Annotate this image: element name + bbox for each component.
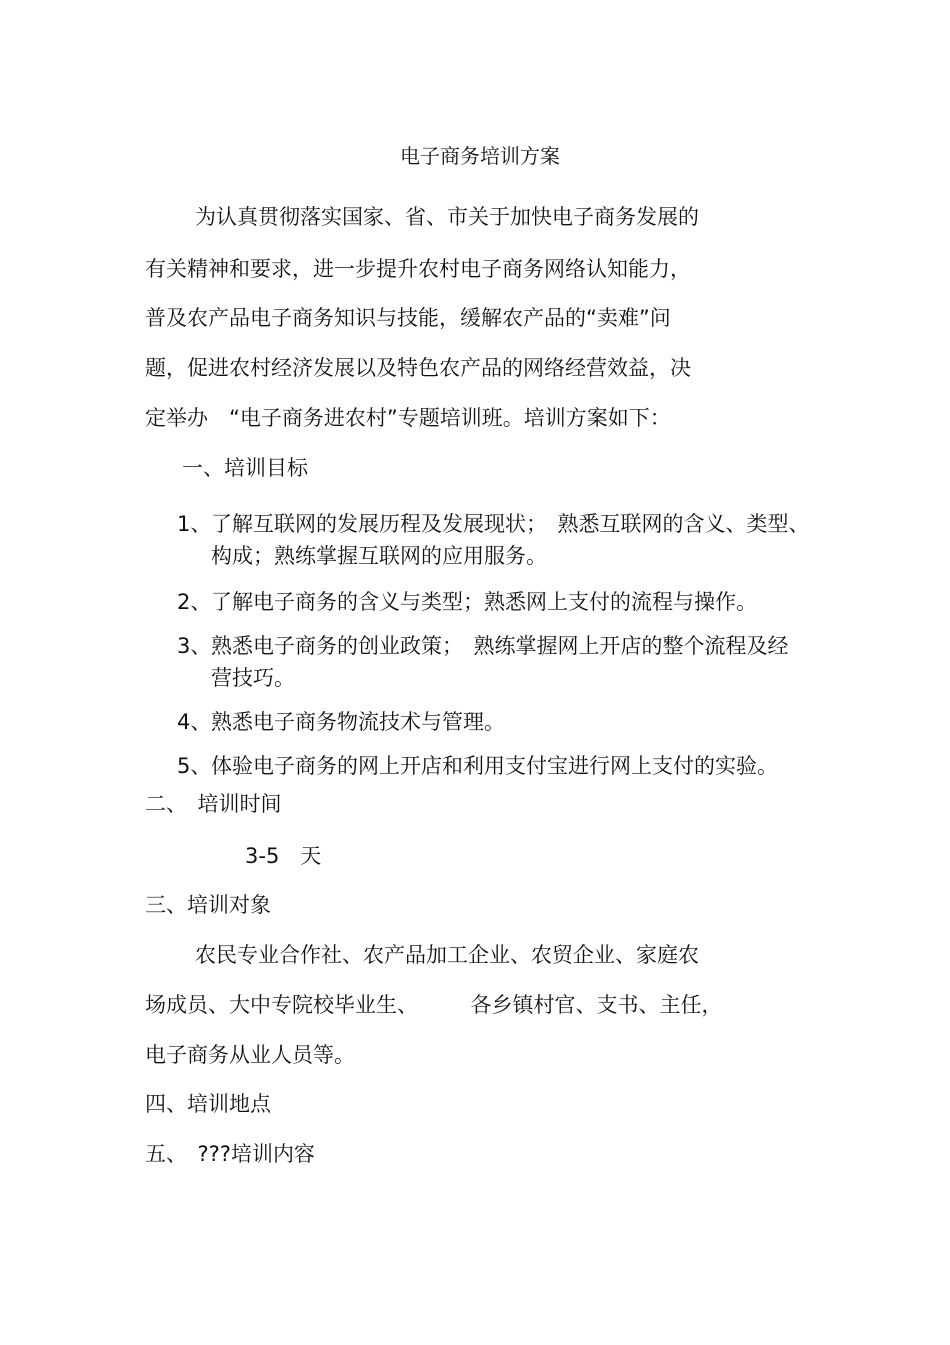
audience-line-1: 农民专业合作社、农产品加工企业、农贸企业、家庭农 [195, 943, 699, 967]
section-heading-audience: 三、培训对象 [145, 893, 271, 917]
list-item-text: 熟悉电子商务的创业政策； 熟练掌握网上开店的整个流程及经 [211, 634, 789, 658]
audience-line-2: 场成员、大中专院校毕业生、 各乡镇村官、支书、主任， [145, 993, 723, 1017]
list-number: 2、 [177, 590, 212, 614]
intro-line-1: 为认真贯彻落实国家、省、市关于加快电子商务发展的 [195, 205, 699, 229]
intro-line-4: 题，促进农村经济发展以及特色农产品的网络经营效益，决 [145, 356, 691, 380]
list-number: 4、 [177, 710, 212, 734]
section-heading-objectives: 一、培训目标 [182, 456, 308, 480]
objective-item-1 [177, 510, 810, 538]
objective-item-3 [177, 632, 789, 660]
objective-item-1-cont: 构成；熟练掌握互联网的应用服务。 [211, 544, 547, 568]
intro-line-5: 定举办 “电子商务进农村”专题培训班。培训方案如下： [145, 406, 671, 430]
section-heading-time: 二、 培训时间 [145, 792, 282, 816]
intro-line-3: 普及农产品电子商务知识与技能，缓解农产品的“卖难”问 [145, 306, 671, 330]
list-number: 1、 [177, 512, 212, 536]
objective-item-2 [177, 588, 757, 616]
objective-item-4 [177, 708, 505, 736]
page-title: 电子商务培训方案 [400, 144, 560, 168]
section-heading-location: 四、培训地点 [145, 1092, 271, 1116]
list-item-text: 体验电子商务的网上开店和利用支付宝进行网上支付的实验。 [211, 754, 778, 778]
list-item-text: 熟悉电子商务物流技术与管理。 [211, 710, 505, 734]
list-number: 5、 [177, 754, 212, 778]
section-heading-content: 五、 ???培训内容 [145, 1142, 315, 1166]
list-item-text: 了解电子商务的含义与类型；熟悉网上支付的流程与操作。 [211, 590, 757, 614]
training-duration: 3-5 天 [245, 844, 322, 868]
list-number: 3、 [177, 634, 212, 658]
intro-line-2: 有关精神和要求，进一步提升农村电子商务网络认知能力， [145, 257, 691, 281]
audience-line-3: 电子商务从业人员等。 [145, 1043, 355, 1067]
objective-item-5 [177, 752, 778, 780]
list-item-text: 了解互联网的发展历程及发展现状； 熟悉互联网的含义、类型、 [211, 512, 810, 536]
objective-item-3-cont: 营技巧。 [211, 666, 295, 690]
